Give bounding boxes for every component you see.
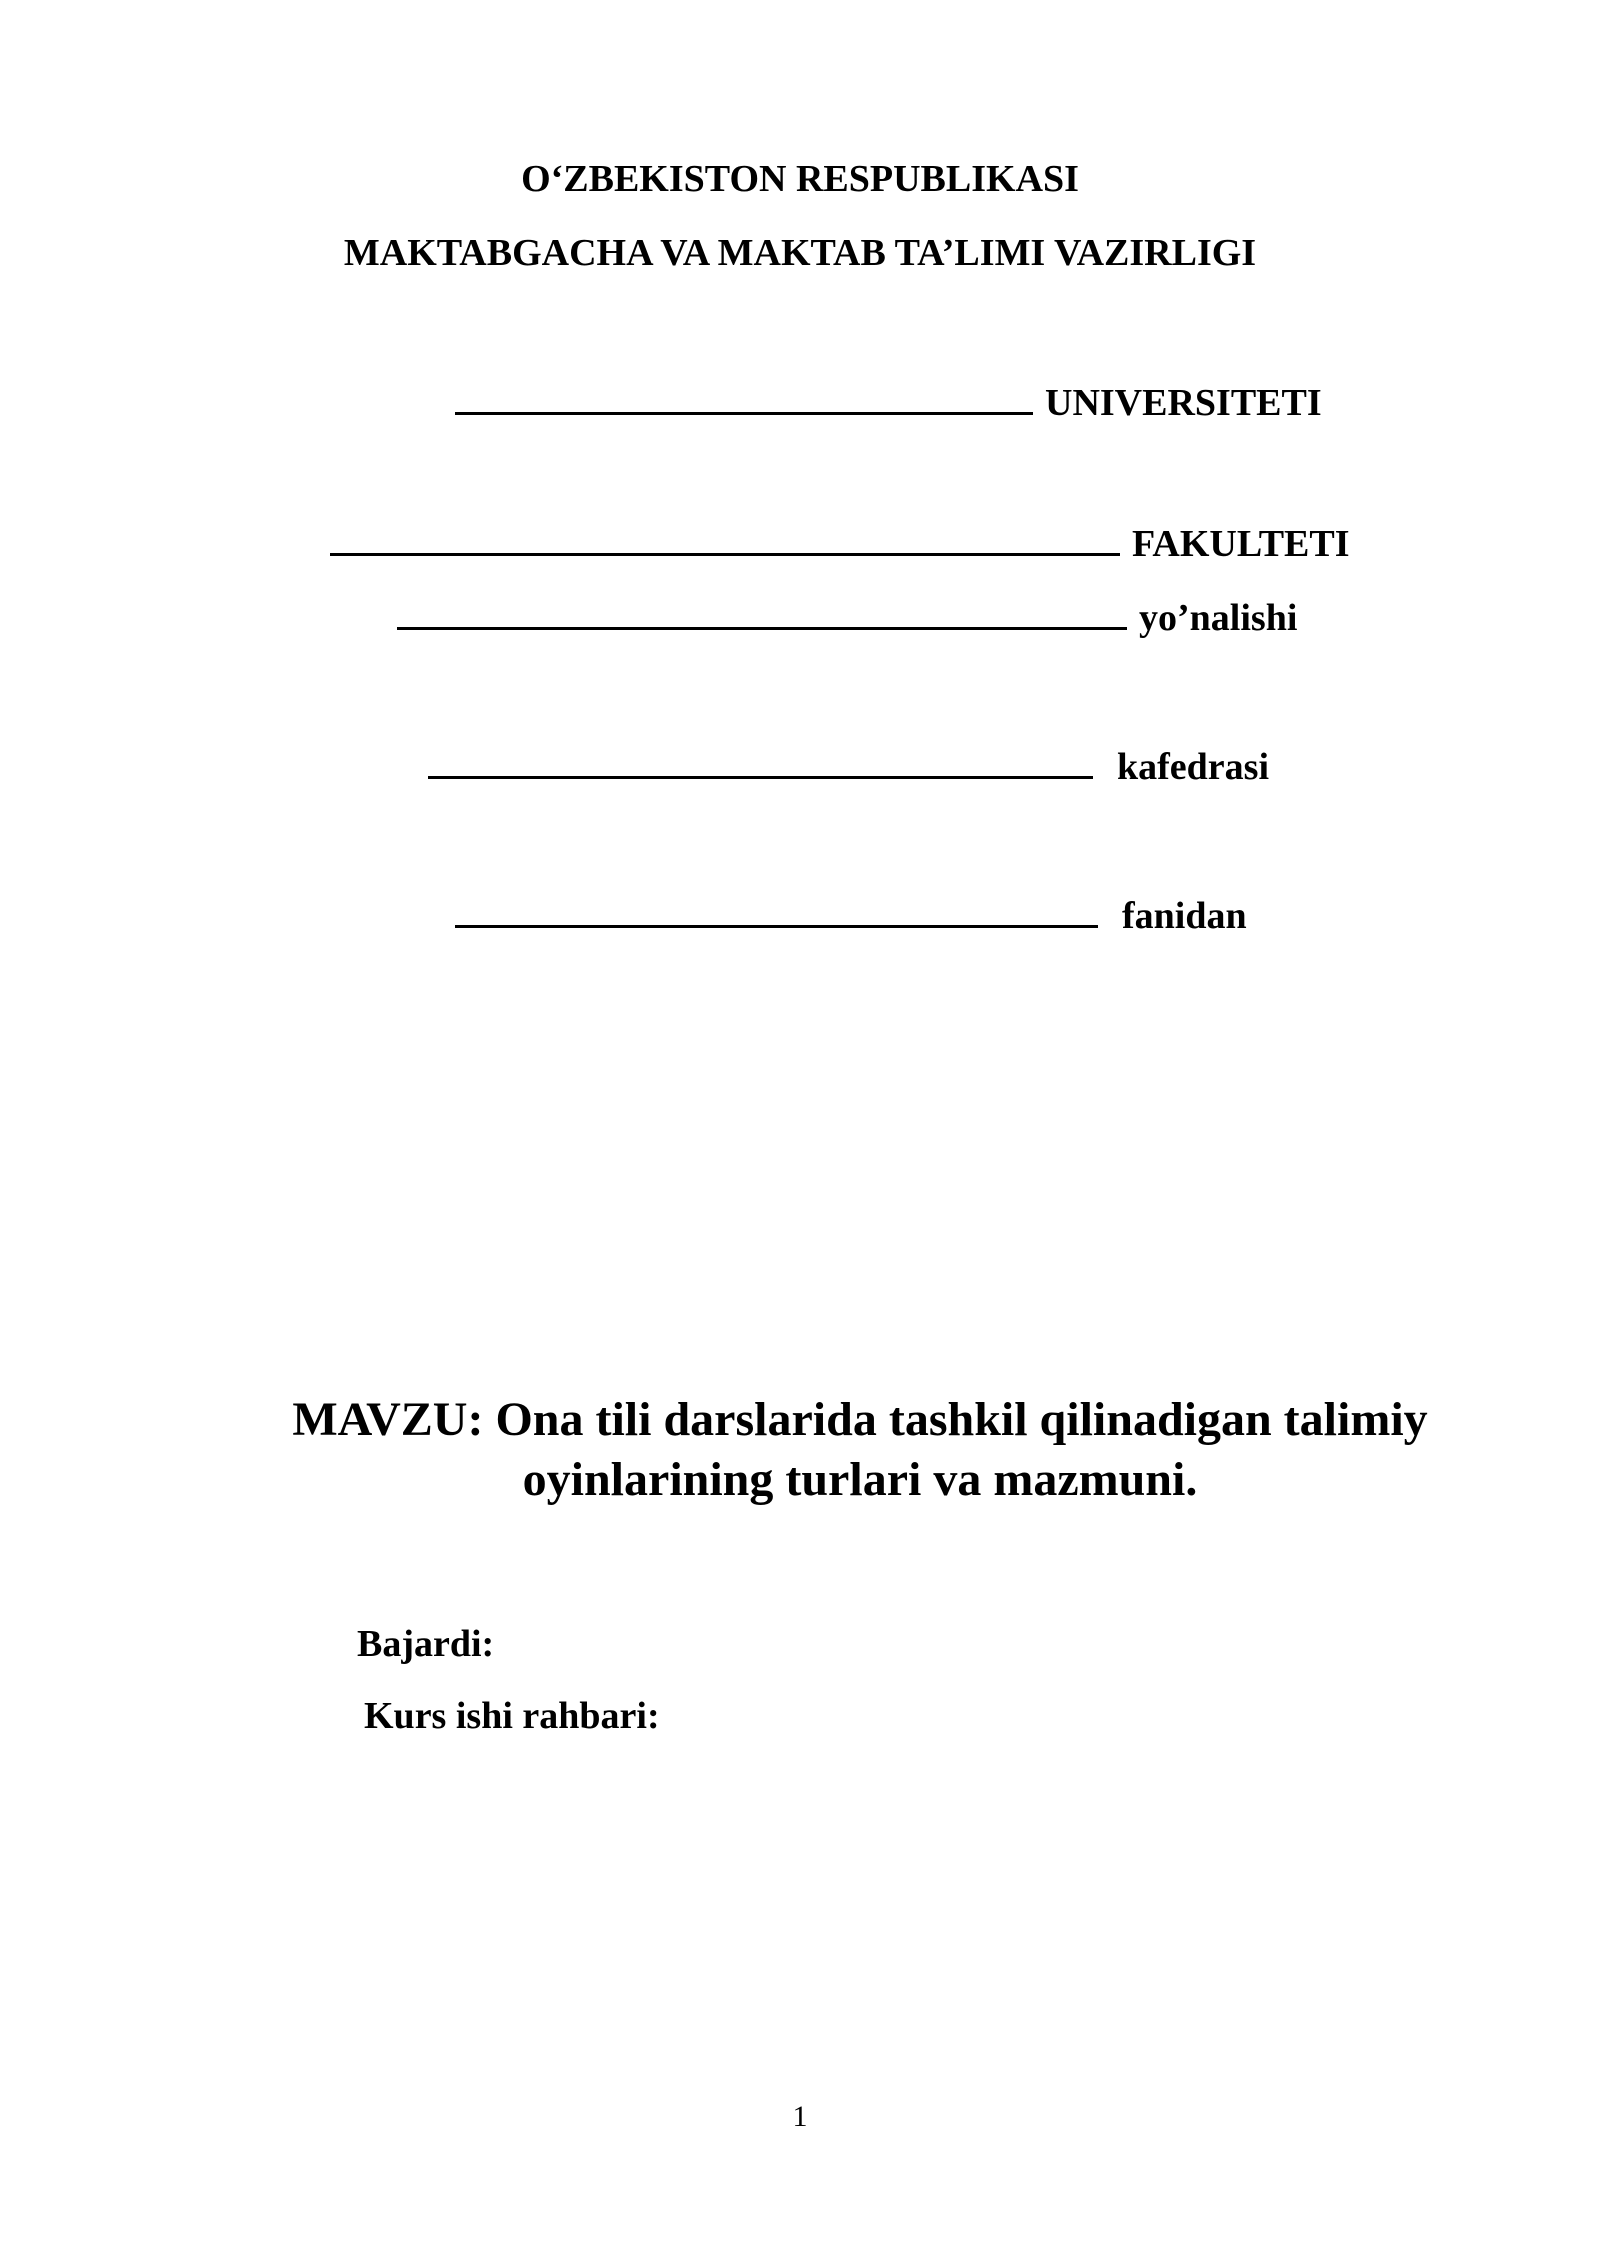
page-number: 1 (792, 2100, 808, 2133)
faculty-label: FAKULTETI (1132, 523, 1350, 565)
topic-line-2: oyinlarining turlari va mazmuni. (522, 1453, 1198, 1506)
faculty-blank (330, 523, 1120, 556)
topic-line-1: MAVZU: Ona tili darslarida tashkil qilinadigan talimiy (292, 1393, 1428, 1446)
header-ministry: MAKTABGACHA VA MAKTAB TA’LIMI VAZIRLIGI (343, 232, 1257, 274)
direction-field (397, 597, 1297, 637)
university-blank (455, 382, 1033, 415)
university-label: UNIVERSITETI (1045, 382, 1322, 424)
department-label: kafedrasi (1117, 746, 1269, 788)
subject-label: fanidan (1122, 895, 1247, 937)
university-field (455, 382, 1322, 422)
department-field (428, 746, 1269, 786)
header-republic: O‘ZBEKISTON RESPUBLIKASI (521, 158, 1079, 200)
supervisor-label: Kurs ishi rahbari: (364, 1695, 660, 1737)
direction-label: yo’nalishi (1139, 597, 1298, 639)
topic-title (200, 1390, 1520, 1510)
department-blank (428, 746, 1093, 779)
faculty-field (330, 523, 1350, 563)
performer-label: Bajardi: (357, 1623, 495, 1665)
subject-blank (455, 895, 1098, 928)
direction-blank (397, 597, 1127, 630)
subject-field (455, 895, 1247, 935)
